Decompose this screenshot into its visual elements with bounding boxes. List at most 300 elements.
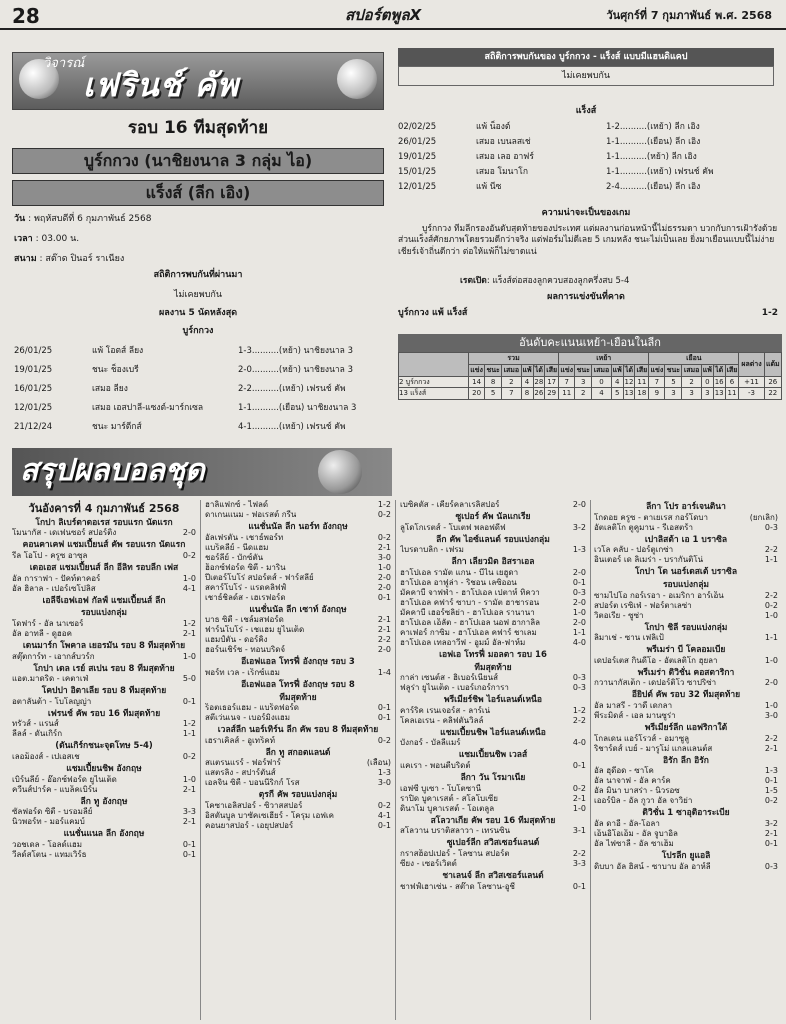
match-result [400, 628, 586, 638]
league-heading: แนชั่นนัล ลีก นอร์ท อังกฤษ [248, 522, 348, 532]
summary-date: วันอังคารที่ 4 กุมภาพันธ์ 2568 [28, 502, 180, 515]
group-header: รวม [469, 353, 559, 365]
match-score: 2-2 [572, 848, 586, 858]
match-result [594, 591, 778, 601]
match-teams: โคลเอเรน - คลิฟตันวิลล์ [400, 715, 484, 725]
prediction-title: ผลการแข่งขันที่คาด [547, 292, 625, 302]
match-teams: บังกอร์ - บัลลีแมร์ [400, 738, 461, 748]
stat-col-header: แพ้ [701, 364, 713, 376]
match-result [12, 551, 196, 561]
stat-col-header: ชนะ [485, 364, 502, 376]
match-score: 2-0 [572, 617, 586, 627]
match-teams: ไบรดาบลิก - เฟรม [400, 545, 464, 555]
match-result [594, 711, 778, 721]
match-score: 1-1 [764, 555, 778, 565]
brand-logo: สปอร์ตพูลX [345, 6, 422, 24]
match-score: 0-1 [764, 776, 778, 786]
match-score: 1-3 [377, 768, 391, 778]
match-score: 2-0 [377, 645, 391, 655]
league-heading: แชมเปี้ยนชิพ เวลส์ [458, 750, 528, 761]
match-result [400, 608, 586, 618]
match-teams: อัล ดาอี - อัล-โอลา [594, 818, 660, 828]
match-result [205, 821, 391, 831]
match-result [400, 545, 586, 555]
match-result [594, 734, 778, 744]
match-score: 0-1 [377, 703, 391, 713]
match-teams: สตีเว่นเนจ - เบอร์มิงแฮม [205, 713, 291, 723]
match-result [12, 584, 196, 594]
match-score: 4-0 [572, 637, 586, 647]
match-score: 3-0 [377, 552, 391, 562]
col-header: แต้ม [764, 353, 781, 377]
match-result [205, 625, 391, 635]
match-score: 1-2 [377, 500, 391, 509]
match-score: 1-0 [764, 610, 778, 620]
stat-col-header: ชนะ [665, 364, 682, 376]
match-teams: ฮาโปเอล รามัต แกน - บีไน เยฮูดา [400, 567, 519, 577]
match-result [594, 678, 778, 688]
match-result [400, 849, 586, 859]
match-result [594, 786, 778, 796]
standings-cell: +11 [739, 376, 764, 388]
match-teams: สปอร์ต เรซิเฟ่ - ฟอร์ตาเลซ่า [594, 600, 692, 610]
match-teams: แอต.มาดริด - เคตาเฟ่ [12, 674, 89, 684]
match-teams: ลิมาเช่ - ซาน เฟลิเป้ [594, 633, 664, 643]
standings-cell: 4 [521, 376, 533, 388]
match-score: 0-3 [572, 683, 586, 693]
stat-col-header: เสมอ [682, 364, 701, 376]
match-teams: ลูโดโกเรตส์ - โบเตฟ พลอฟดีฟ [400, 522, 506, 532]
match-score: 0-1 [377, 821, 391, 830]
match-result [400, 859, 586, 869]
match-teams: ชอร์ลี่ย์ - บักซ์ตัน [205, 552, 264, 562]
match-score: 5-0 [182, 674, 196, 684]
match-score: 2-1 [182, 817, 196, 827]
form-row: 26/01/25 แพ้ โอตส์ ลียง 1-3..........(หย้า) นาชิยงนาล 3 [14, 346, 353, 356]
match-score: 0-3 [764, 522, 778, 532]
match-teams: วิตอเรีย - ซูซ่า [594, 610, 644, 620]
match-result [594, 513, 778, 523]
match-result [12, 528, 196, 538]
match-teams: เอ็นอิโอเอ็ม - อัล จูบาอิล [594, 828, 678, 838]
standings-cell: 29 [545, 388, 559, 400]
home-form-team: บูร์กกวง [182, 326, 214, 336]
stat-col-header: แข่ง [649, 364, 665, 376]
stat-col-header: แข่ง [469, 364, 485, 376]
standings-cell: 14 [469, 376, 485, 388]
match-result [205, 573, 391, 583]
match-teams: โดฟาร์ - อัล นาเซอร์ [12, 618, 84, 628]
last5-title: ผลงาน 5 นัดหลังสุด [158, 308, 238, 318]
standings-cell: 3 [682, 388, 701, 400]
form-row: 21/12/24 ชนะ มาร์ตีกส์ 4-1..........(เหย้า) เฟรนช์ คัพ [14, 422, 346, 432]
standings-cell: 5 [485, 388, 502, 400]
match-teams: เลอม็องส์ - เปเอสเช [12, 752, 80, 761]
match-teams: อตาลันต้า - โบโลญญ่า [12, 696, 92, 706]
match-score: (เลื่อน) [366, 758, 391, 768]
standings-cell: 7 [649, 376, 665, 388]
match-score: 2-0 [764, 678, 778, 688]
match-teams: อัล มินา บาสร่า - นิวรอซ [594, 786, 680, 796]
standings-cell: 9 [649, 388, 665, 400]
league-heading: ลีก ทู อังกฤษ [80, 796, 128, 807]
match-result [205, 811, 391, 821]
match-teams: ชาฟฟ์เฮาเซ่น - สต๊าด โลซาน-อูชี่ [400, 881, 515, 891]
match-score: 0-1 [764, 838, 778, 848]
form-row: 12/01/25 เสมอ เอสปาลี-แซงต์-มาร์กเซล 1-1..........(เยือน) นาชิยงนาล 3 [14, 403, 357, 413]
match-score: 0-2 [182, 752, 196, 761]
past-meetings-none: ไม่เคยพบกัน [173, 290, 223, 300]
league-heading: ซูเปอร์ลีก สวิสเซอร์แลนด์ [446, 838, 540, 849]
match-result [12, 775, 196, 785]
match-score: 1-2 [182, 719, 196, 729]
league-heading: เวลส์ลีก นอร์เทิร์น ลีก คัพ รอบ 8 ทีมสุดท้าย [217, 725, 379, 736]
match-result [205, 768, 391, 778]
match-score: 1-1 [764, 633, 778, 643]
league-heading: โกปา เดล เรย์ สเปน รอบ 8 ทีมสุดท้าย [33, 663, 175, 674]
away-form-team: แร็งส์ [575, 106, 597, 116]
match-score: 2-0 [377, 572, 391, 582]
match-teams: ฟลูร่า ยูไนเต็ด - เบอร์เกอร์การา [400, 683, 509, 693]
match-score: 0-1 [182, 696, 196, 706]
match-result [400, 523, 586, 533]
standings-cell: 28 [533, 376, 545, 388]
standings-title: อันดับคะแนนเหย้า-เยือนในลีก [398, 334, 782, 352]
standings-cell: 13 [623, 388, 635, 400]
match-teams: คาร์ริค เรนเจอร์ส - ลาร์เน่ [400, 705, 491, 715]
match-teams: พอร์ท เวล - เร็กซ์แฮม [205, 667, 280, 677]
match-result [594, 523, 778, 533]
match-teams: ดาเกนแนม - ฟอเรสต์ กรีน [205, 510, 297, 519]
match-teams: ดินาโม บูคาเรสต์ - โอเตลูล [400, 803, 495, 813]
match-score: 2-0 [572, 567, 586, 577]
match-teams: ฮาโปเอล อาฟูล่า - ริชอน เลซิออน [400, 577, 517, 587]
standings-cell: 26 [533, 388, 545, 400]
match-teams: อัล อาทลี - ดูฮอค [12, 628, 72, 638]
match-result [400, 500, 586, 510]
match-teams: ลีลล์ - ดันเกิร์ก [12, 729, 63, 739]
match-result [205, 583, 391, 593]
league-heading: ทีมสุดท้าย [474, 662, 512, 673]
match-result [205, 703, 391, 713]
prediction-text: บูร์กกวง แพ้ แร็งส์ [398, 308, 468, 318]
league-heading: พรีเมร่า บี โคลอมเบีย [646, 645, 726, 656]
match-score: (ยกเลิก) [749, 512, 778, 522]
stat-col-header: ชนะ [575, 364, 592, 376]
standings-cell: 16 [713, 376, 725, 388]
stat-col-header: ได้ [713, 364, 725, 376]
match-result [594, 656, 778, 666]
league-heading: ชาเลนจ์ ลีก สวิสเซอร์แลนด์ [442, 870, 544, 881]
standings-cell: 5 [611, 388, 623, 400]
match-result [205, 801, 391, 811]
standings-cell: 3 [665, 388, 682, 400]
match-result [594, 776, 778, 786]
match-score: 0-2 [764, 796, 778, 806]
league-heading: เอฟเอ โทรฟี่ มอลตา รอบ 16 [439, 649, 547, 660]
match-score: 1-2 [572, 705, 586, 715]
match-teams: อัล ไฟซาลี่ - อัล ซาเฮ็ม [594, 838, 674, 848]
match-result [12, 807, 196, 817]
standings-cell: 7 [502, 388, 521, 400]
standings-cell: 12 [623, 376, 635, 388]
league-heading: ซูเปอร์ คัพ นัลแกเรีย [455, 512, 531, 522]
team-col-header [399, 353, 469, 377]
match-teams: ฟาร์นโบโร่ - เชแฮม ยูไนเต็ด [205, 625, 305, 635]
match-score: 2-1 [377, 625, 391, 635]
match-score: 4-1 [182, 583, 196, 593]
match-result [205, 778, 391, 788]
league-heading: ตุรกี คัพ รอบแบ่งกลุ่ม [258, 790, 338, 801]
standings-cell: 2 [502, 376, 521, 388]
league-heading: โกปา ลิเบร์ตาดอเรส รอบแรก นัดแรก [35, 517, 173, 528]
masthead [0, 0, 786, 30]
match-score: 1-0 [182, 651, 196, 661]
match-teams: ซามไปโอ กอร์เรอา - อเมริกา อาร์เอ็น [594, 590, 724, 600]
match-result [12, 752, 196, 762]
standings-cell: 3 [575, 376, 592, 388]
match-teams: อัล ฮิลาล - เปอร์เซโปลิส [12, 583, 96, 593]
league-heading: ลีกา วัน โรมาเนีย [460, 773, 526, 783]
league-heading: ลีกา โปร อาร์เจนตินา [646, 502, 726, 512]
match-score: 0-1 [572, 761, 586, 770]
column-divider [200, 500, 201, 1020]
match-result [400, 683, 586, 693]
match-result [594, 819, 778, 829]
match-score: 1-0 [764, 701, 778, 710]
standings-cell: 18 [635, 388, 649, 400]
match-score: 1-4 [377, 667, 391, 677]
match-teams: มัคคาบี้ จาฟฟ่า - ฮาโปเอล เปตาห์ ทิควา [400, 587, 540, 597]
match-score: 2-1 [572, 793, 586, 803]
league-heading: เอลีจีเอฟเอฟ กัลฟ์ แชมเปี้ยนส์ ลีก [42, 595, 166, 606]
match-teams: สคาร์โบโร่ - แรดคลิฟฟ์ [205, 582, 287, 592]
league-heading: พรีเมียร์ลีก แอฟริกาใต้ [644, 723, 728, 733]
match-result [594, 796, 778, 806]
standings-cell: 11 [635, 376, 649, 388]
standings-cell: 5 [665, 376, 682, 388]
match-result [400, 716, 586, 726]
match-result [12, 652, 196, 662]
match-result [205, 553, 391, 563]
football-icon [318, 450, 362, 494]
league-heading: โกปา โด นอร์เดสเต้ บราซิล [634, 567, 738, 578]
match-teams: เอฟซี บูเซา - โบโตซานี่ [400, 783, 482, 793]
league-heading: พรีเมียร์ชิพ ไอร์แลนด์เหนือ [444, 695, 542, 706]
form-row: 26/01/25 เสมอ เบนลสเช่ 1-1..........(เยือน) ลีก เอิง [398, 137, 701, 147]
match-result [400, 761, 586, 771]
group-header: เหย้า [559, 353, 649, 365]
league-heading: ดิวิชั่น 1 ซาอุดิอาระเบีย [642, 808, 730, 819]
analysis-title: ความน่าจะเป็นของเกม [541, 208, 631, 218]
match-result [400, 638, 586, 648]
stat-col-header: เสมอ [502, 364, 521, 376]
match-result [205, 510, 391, 520]
match-teams: อัล การาฟา - ปัคท์ตาคอร์ [12, 573, 101, 583]
summary-banner [12, 448, 392, 496]
league-heading: เปาลิสต้า เอ 1 บราซิล [644, 534, 728, 545]
league-heading: โปรลีก ยูแอลิ [661, 850, 711, 861]
standings-cell: 17 [545, 376, 559, 388]
standings-cell: 4 [592, 388, 611, 400]
match-teams: คาเฟอร์ กาซิม - ฮาโปเอล คฟาร์ ชาเลม [400, 627, 537, 637]
stat-col-header: เสีย [545, 364, 559, 376]
match-teams: ซียง - เซอร์เวิตต์ [400, 858, 457, 868]
analysis-text: บูร์กกวง ทีมลีกรองอันดับสุดท้ายของประเทศ แต่ผลงานก่อนหน้านี้ไม่ธรรมดา บวกกับการเฝ้ารังด้วย ส่วนแร็งส์ศักยภาพโดยรวมดีกว่าจริง แต่ฟอร์มไม่ดีเลย 5 เกมหลัง ชนะไม่เป็นเลย ยิ่งมาเยือนแบบนี้ไม่ง่าย เชียร์เจ้าถิ่นดีกว่า ต่อให้แพ้ก็ไม่ขาดแน่ [398, 224, 778, 257]
match-teams: ฮ็อกซ์ฟอร์ด ซิตี้ - มาริน [205, 562, 286, 572]
betting-odds: เรตเปิด: แร็งส์ต่อสองลูกควบสองลูกครึ่งสบ 5-4 [460, 276, 630, 286]
column-divider [395, 500, 396, 1020]
match-result [400, 784, 586, 794]
match-teams: แบร็คลี่ย์ - นีดแฮม [205, 542, 269, 552]
match-result [594, 601, 778, 611]
form-row: 19/01/25 เสมอ เลอ อาฟร์ 1-1..........(หย้า) ลีก เอิง [398, 152, 697, 162]
stat-col-header: เสมอ [592, 364, 611, 376]
match-score: 1-1 [182, 729, 196, 739]
match-teams: โกดอย ครูซ - ตาเยเรส กอร์โดบา [594, 512, 708, 522]
results-column-4 [594, 500, 778, 1020]
match-result [594, 545, 778, 555]
match-result [400, 804, 586, 814]
match-teams: วอชเดล - โอลด์แฮม [12, 839, 83, 849]
match-result [205, 736, 391, 746]
stat-col-header: ได้ [533, 364, 545, 376]
banner-title: เฟรินช์ คัพ [83, 66, 240, 104]
league-heading: แนชั่นแนล ลีก อังกฤษ [63, 829, 145, 840]
standings-cell: 20 [469, 388, 485, 400]
home-form-list [14, 346, 386, 441]
match-result [594, 611, 778, 621]
match-teams: โมนากัส - เดเฟนซอร์ สปอร์ติ้ง [12, 528, 117, 538]
stat-col-header: แข่ง [559, 364, 575, 376]
match-score: 2-0 [572, 597, 586, 607]
prediction-score: 1-2 [761, 308, 778, 318]
league-heading: เดนมาร์ก โพคาล เยอรมัน รอบ 8 ทีมสุดท้าย [22, 640, 186, 651]
league-heading: สโลวาเกีย คัพ รอบ 16 ทีมสุดท้าย [430, 815, 556, 826]
h2h-none: ไม่เคยพบกัน [398, 66, 774, 86]
football-icon [337, 59, 377, 99]
match-result [400, 578, 586, 588]
standings-cell: 13 [713, 388, 725, 400]
standings-cell: 26 [764, 376, 781, 388]
match-result [205, 668, 391, 678]
match-score: 2-1 [764, 828, 778, 838]
standings-cell: 0 [592, 376, 611, 388]
league-heading: ลีกา เลียวมิต อิสราเอล [451, 557, 535, 568]
form-row: 15/01/25 เสมอ โมนาโก 1-1..........(เหย้า) เฟรนช์ คัพ [398, 167, 714, 177]
match-teams: ร็อตเธอร์แฮม - แบร็ดฟอร์ด [205, 703, 299, 713]
match-score: 0-3 [764, 861, 778, 871]
match-teams: สตุ๊ตการ์ท - เอากส์บวร์ก [12, 651, 95, 661]
match-result [400, 826, 586, 836]
league-heading: รอบแบ่งกลุ่ม [662, 579, 710, 590]
standings-cell: 3 [701, 388, 713, 400]
match-teams: คอนยาสปอร์ - เอยุปสปอร์ [205, 821, 294, 830]
match-score: 4-1 [377, 811, 391, 820]
league-heading: อียิปต์ คัพ รอบ 32 ทีมสุดท้าย [631, 690, 741, 701]
match-teams: อิสตันบูล บาซัคเซเฮียร์ - โครุม เอฟเค [205, 811, 335, 820]
match-teams: ราปิด บูคาเรสต์ - สโลโบเซีย [400, 793, 498, 803]
results-column-1 [12, 500, 196, 1020]
standings-cell: 0 [701, 376, 713, 388]
standings-cell: 8 [521, 388, 533, 400]
match-score: 0-2 [377, 735, 391, 745]
form-row: 02/02/25 แพ้ น็องต์ 1-2..........(เหย้า) ลีก เอิง [398, 122, 700, 132]
match-result [12, 674, 196, 684]
match-teams: ดิบบา อัล ฮิสน์ - ซาบาบ อัล อาห์ลี [594, 861, 711, 871]
standings-cell: -3 [739, 388, 764, 400]
match-result [12, 719, 196, 729]
match-result [594, 766, 778, 776]
match-score: 1-1 [572, 627, 586, 637]
home-team-bar: บูร์กกวง (นาชิยงนาล 3 กลุ่ม ไอ) [12, 148, 384, 174]
prediction-row [398, 308, 778, 319]
standings-cell: 7 [559, 376, 575, 388]
match-result [12, 817, 196, 827]
match-result [12, 697, 196, 707]
standings-cell: 4 [611, 376, 623, 388]
form-row: 12/01/25 แพ้ นีซ 2-4..........(เยือน) ลีก เอิง [398, 182, 701, 192]
match-teams: อัตเลติโก ตูคูมาน - รีเอสตร้า [594, 522, 693, 532]
match-score: 0-1 [572, 881, 586, 891]
match-result [205, 533, 391, 543]
match-result [400, 794, 586, 804]
match-score: 0-2 [182, 551, 196, 560]
match-result [205, 635, 391, 645]
league-heading: (ดันเกิร์กชนะจุดโทษ 5-4) [55, 741, 153, 752]
away-team-bar: แร็งส์ (ลีก เอิง) [12, 180, 384, 206]
match-score: 2-2 [764, 590, 778, 600]
match-teams: เชาธ์ชิลด์ส - เฮเรฟอร์ด [205, 592, 286, 602]
away-form-list [398, 122, 782, 197]
match-teams: แสตรลิง - สปาร์ตันส์ [205, 768, 276, 778]
round-title: รอบ 16 ทีมสุดท้าย [127, 118, 269, 138]
column-divider [590, 500, 591, 1020]
standings-cell: 2 [682, 376, 701, 388]
match-result [400, 588, 586, 598]
match-score: 3-3 [182, 807, 196, 817]
match-score: 2-1 [377, 542, 391, 552]
match-score: 1-3 [764, 766, 778, 776]
league-heading: โคปปา อิตาเลีย รอบ 8 ทีมสุดท้าย [41, 686, 167, 697]
match-result [400, 882, 586, 892]
match-result [400, 738, 586, 748]
match-result [205, 713, 391, 723]
league-heading: แนชั่นนัล ลีก เซาท์ อังกฤษ [249, 604, 347, 615]
match-teams: อินเตอร์ เด ลิเมร่า - บรากันติโน่ [594, 555, 704, 565]
match-score: 3-2 [572, 522, 586, 532]
league-heading: แชมเปี้ยนชิพ ไอร์แลนด์เหนือ [440, 727, 546, 738]
match-score: 1-0 [572, 803, 586, 813]
match-teams: มัคคาบี้ เฮอร์ซลิย่า - ฮาโปเอล รานานา [400, 607, 535, 617]
match-teams: แฮมป์ตัน - ดอร์คิ้ง [205, 635, 268, 645]
standings-table [398, 334, 782, 400]
match-result [205, 758, 391, 768]
match-score: 0-2 [377, 801, 391, 810]
league-heading: อีเอฟแอล โทรฟี่ อังกฤษ รอบ 8 [241, 679, 355, 690]
match-result [400, 618, 586, 628]
match-result [400, 673, 586, 683]
match-teams: ทรัวส์ - แรนส์ [12, 719, 59, 729]
match-result [12, 619, 196, 629]
match-result [12, 729, 196, 739]
form-row: 16/01/25 เสมอ ลียง 2-2..........(เหย้า) เฟรนช์ คัพ [14, 384, 346, 394]
league-heading: อีเอฟแอล โทรฟี่ อังกฤษ รอบ 3 [241, 657, 355, 668]
match-result [400, 706, 586, 716]
match-score: 2-1 [182, 784, 196, 794]
match-teams: ฮาโปเอล เทลอาวีฟ - อูมม์ อัล-ฟาห์ม [400, 637, 526, 647]
match-teams: เออร์บิล - อัล กูวา อัล จาวิย่า [594, 796, 693, 806]
